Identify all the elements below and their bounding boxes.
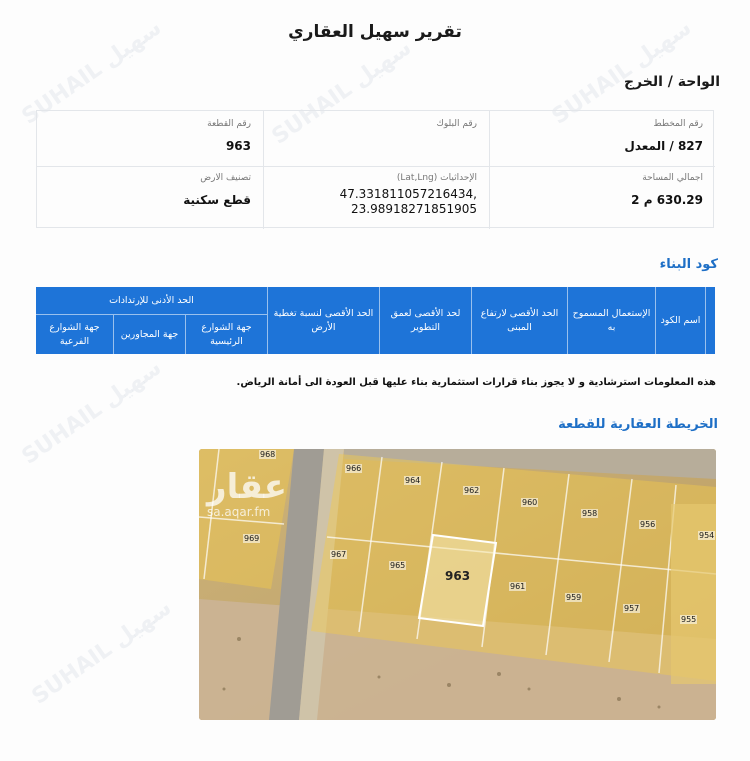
plot-number-cell: [35, 115, 261, 157]
plot-number-label: رقم القطعة: [207, 119, 251, 129]
area-label: اجمالي المساحة: [642, 173, 703, 183]
building-code-table: [36, 287, 715, 354]
col-setbacks-group: الحد الأدنى للإرتدادات: [109, 294, 194, 306]
aqar-brand-url: sa.aqar.fm: [207, 505, 271, 519]
land-class-label: تصنيف الارض: [200, 173, 251, 183]
plot-label: 960: [522, 498, 538, 507]
table-edge-cell: [705, 287, 715, 354]
col-neighbors: جهة المجاورين: [113, 315, 185, 354]
plan-number-value: 827 / المعدل: [624, 139, 703, 153]
watermark: سهيل SUHAIL: [547, 15, 697, 130]
plot-label: 956: [640, 520, 656, 529]
col-max-height: الحد الأقصى لارتفاع المبنى: [471, 287, 567, 354]
plot-label: 955: [681, 615, 697, 624]
watermark: سهيل SUHAIL: [17, 355, 167, 470]
plot-label: 966: [346, 464, 362, 473]
col-main-streets: جهة الشوارع الرئيسية: [185, 315, 267, 354]
plot-label: 957: [624, 604, 640, 613]
plot-info-grid: [36, 110, 714, 228]
grid-divider: [37, 166, 715, 167]
col-max-coverage: الحد الأقصى لنسبة تغطية الأرض: [267, 287, 379, 354]
watermark: سهيل SUHAIL: [267, 35, 417, 150]
watermark: سهيل SUHAIL: [27, 595, 177, 710]
aqar-brand-name: عقار: [207, 467, 288, 507]
building-code-title: كود البناء: [659, 257, 718, 272]
plot-label: 965: [390, 561, 406, 570]
plot-label: 961: [510, 582, 526, 591]
block-number-cell: [261, 115, 487, 143]
land-class-cell: [35, 169, 261, 211]
watermark: سهيل SUHAIL: [17, 15, 167, 130]
plan-number-label: رقم المخطط: [653, 119, 703, 129]
area-cell: [487, 169, 713, 211]
plot-label: 954: [699, 531, 715, 540]
aqar-watermark: [207, 469, 287, 519]
disclaimer-notice: هذه المعلومات استرشادية و لا يجوز بناء قرارات استثمارية بناء عليها قبل العودة الى أمانة الرياض.: [236, 377, 716, 388]
block-number-label: رقم البلوك: [436, 119, 477, 129]
map-section-title: الخريطة العقارية للقطعة: [558, 417, 718, 432]
col-side-streets: جهة الشوارع الفرعية: [49, 321, 100, 347]
coords-label: الإحداثيات (Lat,Lng): [396, 173, 477, 183]
plot-label: 964: [405, 476, 421, 485]
location-heading: الواحة / الخرج: [623, 74, 720, 90]
col-code-name: اسم الكود: [655, 287, 705, 354]
plot-label: 959: [566, 593, 582, 602]
land-class-value: قطع سكنية: [183, 193, 251, 207]
plot-label: 967: [331, 550, 347, 559]
plan-number-cell: [487, 115, 713, 157]
coords-lat: 23.98918271851905: [351, 202, 477, 216]
col-allowed-use: الإستعمال المسموح به: [567, 287, 655, 354]
area-value: 630.29 م 2: [631, 193, 703, 207]
plot-label: 969: [244, 534, 260, 543]
coords-lng: 47.331811057216434,: [339, 187, 477, 201]
plot-map[interactable]: [199, 449, 716, 720]
plot-label: 958: [582, 509, 598, 518]
coords-cell: [261, 169, 487, 221]
selected-plot-label: 963: [445, 569, 471, 583]
plot-label: 962: [464, 486, 480, 495]
col-max-depth: لحد الأقصى لعمق التطوير: [379, 287, 471, 354]
page-title: تقرير سهيل العقاري: [288, 22, 462, 42]
plot-label: 968: [260, 450, 276, 459]
plot-number-value: 963: [225, 139, 251, 153]
